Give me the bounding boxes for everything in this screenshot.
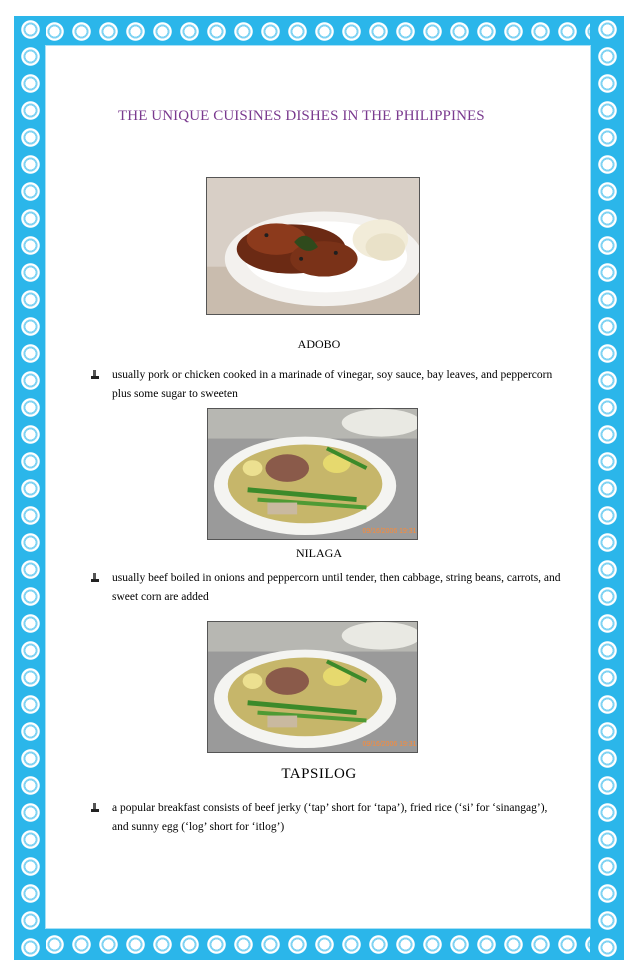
tapsilog-photo (207, 621, 418, 753)
dish-description-nilaga (90, 569, 560, 609)
bullet-marker-icon (90, 573, 100, 583)
flower-border-right (590, 16, 624, 960)
bullet-text: a popular breakfast consists of beef jerky (‘tap’ short for ‘tapa’), fried rice (‘si’ for ‘sinangag’), and sunny egg (‘log’ short for ‘itlog’) (112, 802, 548, 833)
bullet-marker-icon (90, 803, 100, 813)
dish-name-adobo: ADOBO (297, 337, 341, 351)
dish-description-adobo (90, 366, 560, 406)
bullet-text: usually pork or chicken cooked in a marinade of vinegar, soy sauce, bay leaves, and peppercorn plus some sugar to sweeten (112, 369, 553, 400)
nilaga-photo (207, 408, 418, 540)
flower-border-left (14, 16, 46, 960)
dish-name-nilaga: NILAGA (296, 546, 342, 560)
flower-border-top (14, 16, 624, 46)
dish-description-tapsilog (90, 799, 560, 839)
page-title: THE UNIQUE CUISINES DISHES IN THE PHILIPPINES (118, 108, 485, 124)
flower-border-bottom (14, 928, 624, 960)
photo-timestamp: 09/16/2006 19:31 (362, 528, 417, 536)
bullet-text: usually beef boiled in onions and peppercorn until tender, then cabbage, string beans, carrots, and sweet corn are added (112, 572, 561, 603)
photo-timestamp: 09/16/2006 19:31 (362, 741, 417, 749)
dish-name-tapsilog: TAPSILOG (281, 766, 357, 782)
adobo-photo (206, 177, 420, 315)
bullet-marker-icon (90, 370, 100, 380)
